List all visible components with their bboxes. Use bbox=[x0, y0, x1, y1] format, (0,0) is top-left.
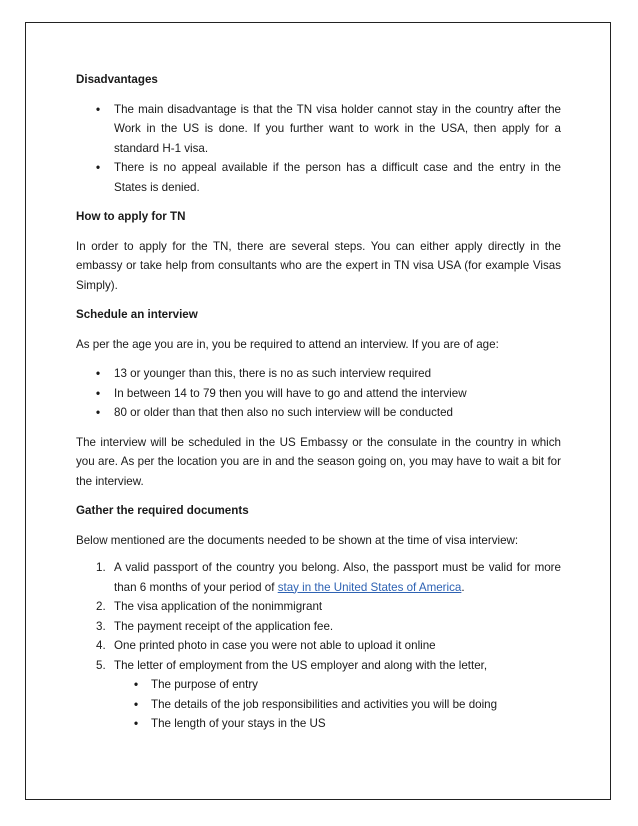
list-item: 5. The letter of employment from the US employer and along with the letter, bbox=[96, 658, 488, 672]
list-item: 3. The payment receipt of the application fee. bbox=[96, 619, 334, 633]
documents-heading: Gather the required documents bbox=[76, 504, 249, 517]
list-item: 4. One printed photo in case you were not able to upload it online bbox=[96, 639, 436, 652]
list-item: • There is no appeal available if the person has a difficult case and the entry in the States is denied. bbox=[76, 158, 561, 197]
stay-in-usa-link[interactable]: stay in the United States of America bbox=[277, 580, 462, 594]
documents-list bbox=[76, 558, 561, 675]
interview-heading: Schedule an interview bbox=[76, 308, 198, 321]
list-item: • The details of the job responsibilities and activities you will be doing bbox=[76, 695, 561, 715]
disadvantages-heading: Disadvantages bbox=[76, 73, 158, 86]
list-item: 2. The visa application of the nonimmigrant bbox=[96, 600, 323, 613]
documents-intro: Below mentioned are the documents needed to be shown at the time of visa interview: bbox=[76, 533, 519, 547]
list-item: • The purpose of entry bbox=[76, 675, 561, 695]
apply-paragraph: In order to apply for the TN, there are several steps. You can either apply directly in the embassy or take help from consultants who are the expert in TN visa USA (for example Visas Simply). bbox=[76, 239, 561, 292]
list-item: • The main disadvantage is that the TN visa holder cannot stay in the country after the Work in the US is done. If you further want to work in the USA, then apply for a standard H-1 visa. bbox=[76, 100, 561, 159]
document-body bbox=[76, 70, 561, 734]
list-item: • The length of your stays in the US bbox=[76, 714, 561, 734]
list-item: • 13 or younger than this, there is no as such interview required bbox=[76, 364, 561, 384]
apply-heading: How to apply for TN bbox=[76, 210, 186, 223]
list-item: • In between 14 to 79 then you will have to go and attend the interview bbox=[76, 384, 561, 404]
employment-letter-sublist bbox=[76, 675, 561, 734]
list-item: • 80 or older than that then also no such interview will be conducted bbox=[76, 403, 561, 423]
interview-closing: The interview will be scheduled in the US Embassy or the consulate in the country in which you are. As per the location you are in and the season going on, you may have to wait a bit for the interview. bbox=[76, 435, 561, 488]
disadvantages-list bbox=[76, 100, 561, 198]
list-item: 1. A valid passport of the country you belong. Also, the passport must be valid for more than 6 months of your period of stay in the United States of America. bbox=[96, 561, 561, 594]
interview-age-list bbox=[76, 364, 561, 423]
interview-intro: As per the age you are in, you be required to attend an interview. If you are of age: bbox=[76, 337, 499, 351]
